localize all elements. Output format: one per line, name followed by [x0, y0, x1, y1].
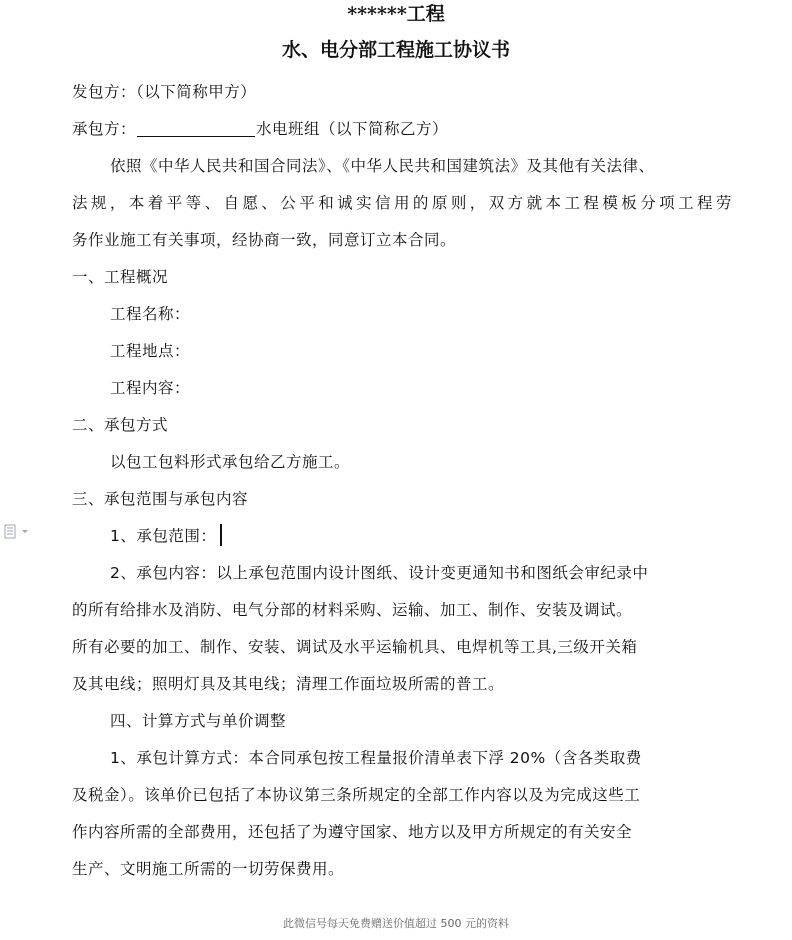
- footer-note: 此微信号每天免费赠送价值超过 500 元的资料: [283, 917, 509, 930]
- document-options-icon: [4, 524, 32, 540]
- party-b-blank[interactable]: [137, 120, 255, 137]
- party-b-suffix: 水电班组（以下简称乙方）: [256, 120, 449, 138]
- text-cursor: [220, 524, 222, 546]
- project-location-label: 工程地点：: [110, 342, 191, 360]
- intro-line-1: 依照《中华人民共和国合同法》、《中华人民共和国建筑法》及其他有关法律、: [110, 157, 655, 175]
- calc-line-1: 1、承包计算方式：本合同承包按工程量报价清单表下浮 20%（含各类取费: [110, 749, 642, 767]
- party-b-prefix: 承包方：: [72, 120, 137, 138]
- intro-line-2: 法规，本着平等、自愿、公平和诚实信用的原则，双方就本工程模板分项工程劳: [72, 194, 732, 212]
- content-line-3: 所有必要的加工、制作、安装、调试及水平运输机具、电焊机等工具,三级开关箱: [72, 638, 638, 656]
- project-name-label: 工程名称：: [110, 305, 191, 323]
- scope-line: [72, 518, 732, 555]
- party-a-line: 发包方：（以下简称甲方）: [72, 83, 257, 101]
- document-body[interactable]: [72, 74, 732, 888]
- paragraph-layout-icon[interactable]: [4, 524, 32, 540]
- content-line-2: 的所有给排水及消防、电气分部的材料采购、运输、加工、制作、安装及调试。: [72, 601, 633, 619]
- intro-line-3: 务作业施工有关事项，经协商一致，同意订立本合同。: [72, 231, 457, 249]
- content-line-4: 及其电线；照明灯具及其电线；清理工作面垃圾所需的普工。: [72, 675, 505, 693]
- party-b-line: [72, 111, 732, 148]
- section-2-title: 二、承包方式: [72, 416, 169, 434]
- section-3-title: 三、承包范围与承包内容: [72, 490, 249, 508]
- project-content-label: 工程内容：: [110, 379, 191, 397]
- section-1-title: 一、工程概况: [72, 268, 169, 286]
- calc-line-3: 作内容所需的全部费用，还包括了为遵守国家、地方以及甲方所规定的有关安全: [72, 823, 633, 841]
- calc-line-4: 生产、文明施工所需的一切劳保费用。: [72, 860, 345, 878]
- section-2-body: 以包工包料形式承包给乙方施工。: [110, 453, 351, 471]
- document-title-agreement: 水、电分部工程施工协议书: [281, 39, 510, 61]
- content-line-1: 2、承包内容：以上承包范围内设计图纸、设计变更通知书和图纸会审纪录中: [110, 564, 649, 582]
- document-title-project: ******工程: [347, 3, 445, 25]
- scope-label: 1、承包范围：: [110, 527, 217, 545]
- section-4-title: 四、计算方式与单价调整: [110, 712, 287, 730]
- calc-line-2: 及税金）。该单价已包括了本协议第三条所规定的全部工作内容以及为完成这些工: [72, 786, 641, 804]
